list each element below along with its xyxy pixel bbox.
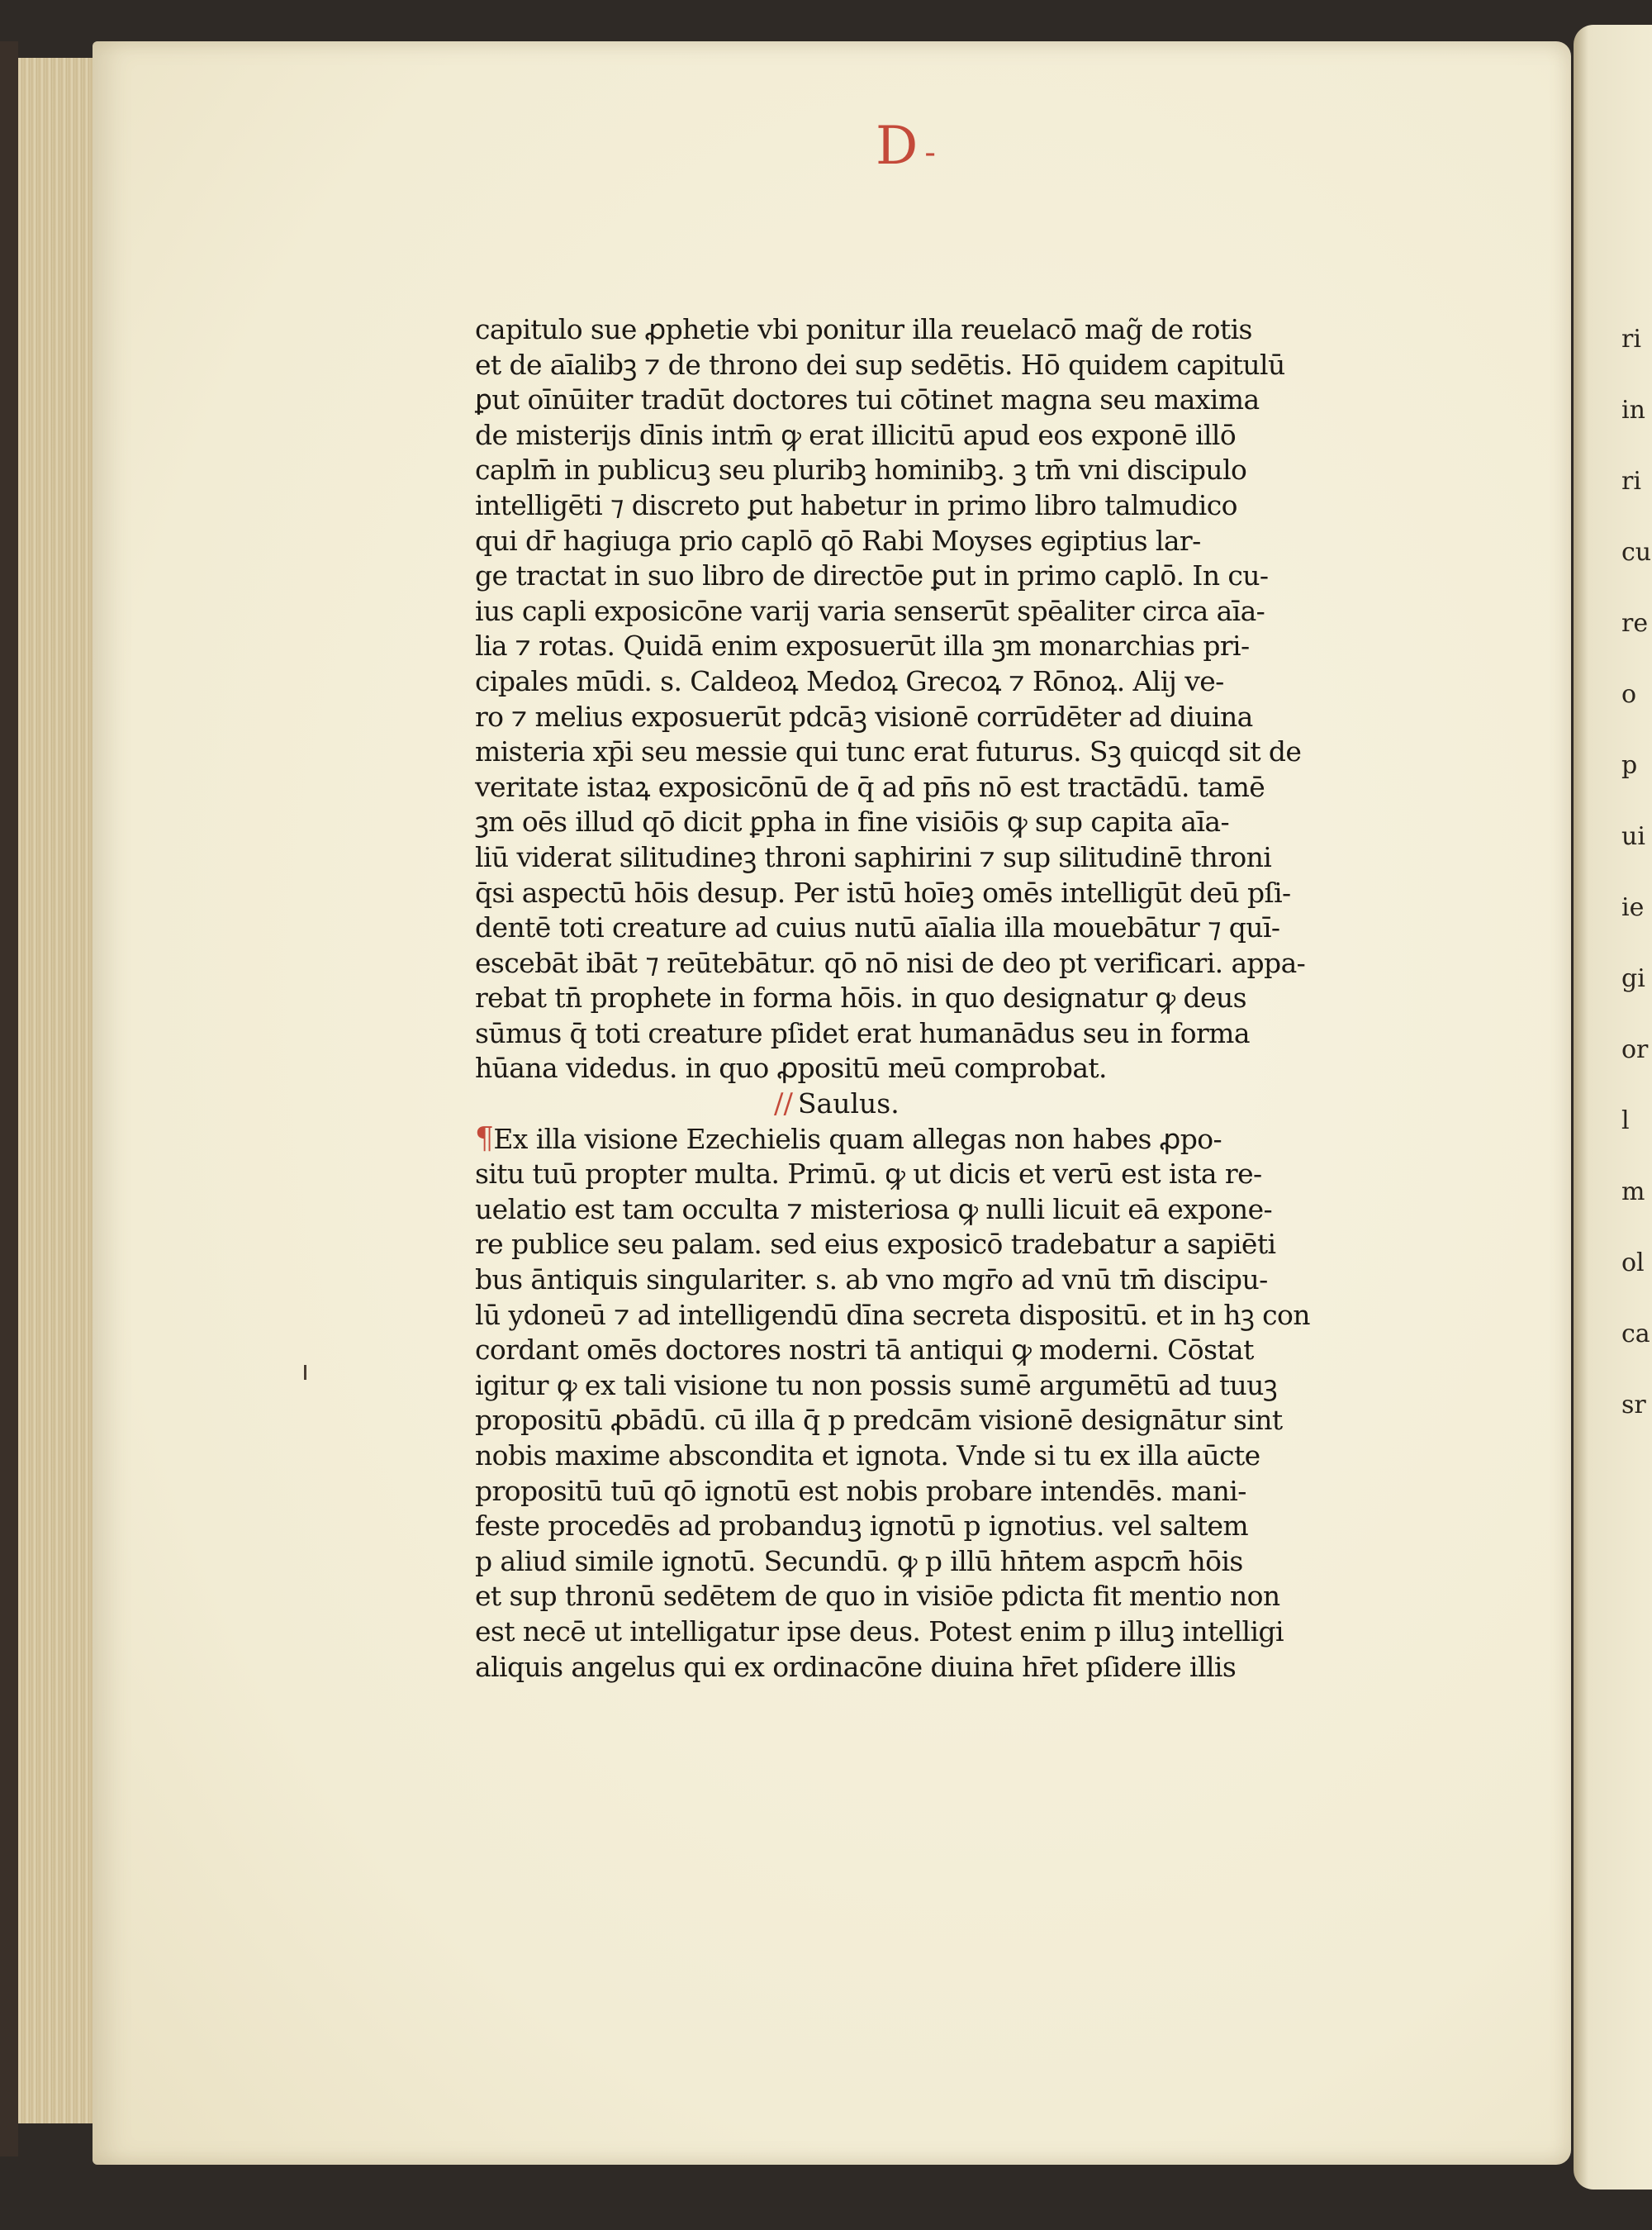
next-page-fragment: ca — [1621, 1319, 1650, 1348]
next-page-edge — [1574, 25, 1652, 2190]
text-line: ius capli exposicōne varij varia senserūt spēaliter circa aīa- — [475, 594, 1265, 627]
heading-mark: // — [774, 1087, 793, 1121]
text-line: sūmus q̄ toti creature pſidet erat humanādus seu in forma — [475, 1016, 1250, 1049]
pilcrow-icon: ¶ — [475, 1121, 494, 1156]
heading-label: Saulus. — [797, 1087, 900, 1120]
speaker-heading — [475, 1086, 1334, 1122]
text-line: de misterijs dīnis intm̄ ꝙ erat illicitū apud eos exponē illō — [475, 418, 1237, 451]
text-line: ꝫm oēs illud qō dicit ꝑpha in fine visiōis ꝙ sup capita aīa- — [475, 806, 1230, 839]
text-line: bus āntiquis singulariter. s. ab vno mgr̄o ad vnū tm̄ discipu- — [475, 1263, 1268, 1296]
page-text-block — [475, 312, 1334, 1685]
text-line: escebāt ibāt ⁊ reūtebātur. qō nō nisi de deo pt verificari. appa- — [475, 946, 1306, 979]
text-line: est necē ut intelligatur ipse deus. Potest enim p illuꝫ intelligi — [475, 1614, 1284, 1648]
text-line — [475, 1122, 1334, 1158]
text-line: ro ⁊ melius exposuerūt pdcāꝫ visionē corrūdēter ad diuina — [475, 700, 1253, 733]
text-line: p aliud simile ignotū. Secundū. ꝙ p illū hn̄tem aspcm̄ hōis — [475, 1544, 1243, 1577]
book-cover-edge — [0, 41, 18, 2156]
text-line: aliquis angelus qui ex ordinacōne diuina hr̄et pſidere illis — [475, 1650, 1237, 1683]
next-page-fragment: gi — [1621, 964, 1645, 993]
paragraph-2 — [475, 1122, 1334, 1686]
text-line: propositū tuū qō ignotū est nobis probare intendēs. mani- — [475, 1474, 1246, 1507]
text-line: uelatio est tam occulta ⁊ misteriosa ꝙ nulli licuit eā expone- — [475, 1192, 1273, 1225]
text-line: lū ydoneū ⁊ ad intelligendū dīna secreta dispositū. et in hꝫ con — [475, 1298, 1310, 1331]
stray-ink-mark — [304, 1365, 306, 1380]
next-page-fragment: cu — [1621, 538, 1652, 567]
next-page-fragment: ri — [1621, 467, 1641, 496]
text-line: nobis maxime abscondita et ignota. Vnde si tu ex illa aūcte — [475, 1439, 1260, 1472]
text-line: misteria xp̄i seu messie qui tunc erat futurus. Sꝫ quicqd sit de — [475, 735, 1302, 768]
text-line: ge tractat in suo libro de directōe ꝑut in primo caplō. In cu- — [475, 559, 1269, 592]
text-line: rebat tn̄ prophete in forma hōis. in quo designatur ꝙ deus — [475, 982, 1246, 1015]
text-line: hūana videdus. in quo ꝓpositū meū comprobat. — [475, 1052, 1107, 1085]
text-line: ꝑut oīnūiter tradūt doctores tui cōtinet magna seu maxima — [475, 383, 1260, 416]
next-page-fragment: in — [1621, 396, 1645, 425]
text-line: re publice seu palam. sed eius exposicō tradebatur a sapiēti — [475, 1228, 1276, 1261]
paragraph-2-first-line: Ex illa visione Ezechielis quam allegas non habes ꝓpo- — [493, 1122, 1222, 1155]
next-page-fragment: p — [1621, 751, 1638, 780]
next-page-fragment: ui — [1621, 822, 1645, 851]
next-page-fragment: ri — [1621, 325, 1641, 354]
text-line: cipales mūdi. s. Caldeoꝝ Medoꝝ Grecoꝝ ⁊ Rōnoꝝ. Alij ve- — [475, 664, 1224, 697]
paragraph-1 — [475, 312, 1334, 1086]
next-page-fragment: or — [1621, 1035, 1649, 1064]
next-page-fragment: ie — [1621, 893, 1645, 922]
text-line: propositū ꝓbādū. cū illa q̄ p predcām visionē designātur sint — [475, 1404, 1283, 1437]
paragraph-2-lines — [475, 1157, 1334, 1685]
next-page-fragment: sr — [1621, 1391, 1646, 1419]
text-line: qui dr̄ hagiuga prio caplō qō Rabi Moyses egiptius lar- — [475, 524, 1201, 557]
text-line: et de aīalibꝫ ⁊ de throno dei sup sedētis. Hō quidem capitulū — [475, 348, 1285, 381]
text-line: dentē toti creature ad cuius nutū aīalia illa mouebātur ⁊ quī- — [475, 911, 1280, 944]
next-page-fragment: o — [1621, 680, 1637, 709]
left-page-edges — [0, 58, 99, 2123]
text-line: feste procedēs ad probanduꝫ ignotū p ignotius. vel saltem — [475, 1510, 1249, 1543]
next-page-fragment: l — [1621, 1106, 1630, 1135]
next-page-fragment: re — [1621, 609, 1649, 638]
text-line: lia ⁊ rotas. Quidā enim exposuerūt illa ꝫm monarchias pri- — [475, 630, 1250, 663]
text-line: et sup thronū sedētem de quo in visiōe pdicta fit mentio non — [475, 1580, 1280, 1613]
text-line: q̄si aspectū hōis desup. Per istū hoīeꝫ omēs intelligūt deū pſi- — [475, 876, 1291, 909]
page-marker-dash: - — [924, 134, 936, 172]
text-line: caplm̄ in publicuꝫ seu pluribꝫ hominibꝫ. ꝫ tm̄ vni discipulo — [475, 454, 1247, 487]
text-line: situ tuū propter multa. Primū. ꝙ ut dicis et verū est ista re- — [475, 1158, 1262, 1191]
next-page-fragment: m — [1621, 1177, 1645, 1206]
text-line: cordant omēs doctores nostri tā antiqui ꝙ moderni. Cōstat — [475, 1334, 1254, 1367]
text-line: veritate istaꝝ exposicōnū de q̄ ad pn̄s nō est tractādū. tamē — [475, 770, 1265, 803]
text-line: igitur ꝙ ex tali visione tu non possis sumē argumētū ad tuuꝫ — [475, 1368, 1278, 1401]
page-marker — [876, 116, 936, 177]
text-line: intelligēti ⁊ discreto ꝑut habetur in primo libro talmudico — [475, 488, 1237, 521]
text-line: liū viderat silitudineꝫ throni saphirini ⁊ sup silitudinē throni — [475, 840, 1272, 873]
page-marker-letter: D — [876, 116, 919, 177]
text-line: capitulo sue ꝓphetie vbi ponitur illa reuelacō mag̃ de rotis — [475, 313, 1252, 345]
next-page-fragment: ol — [1621, 1248, 1645, 1277]
